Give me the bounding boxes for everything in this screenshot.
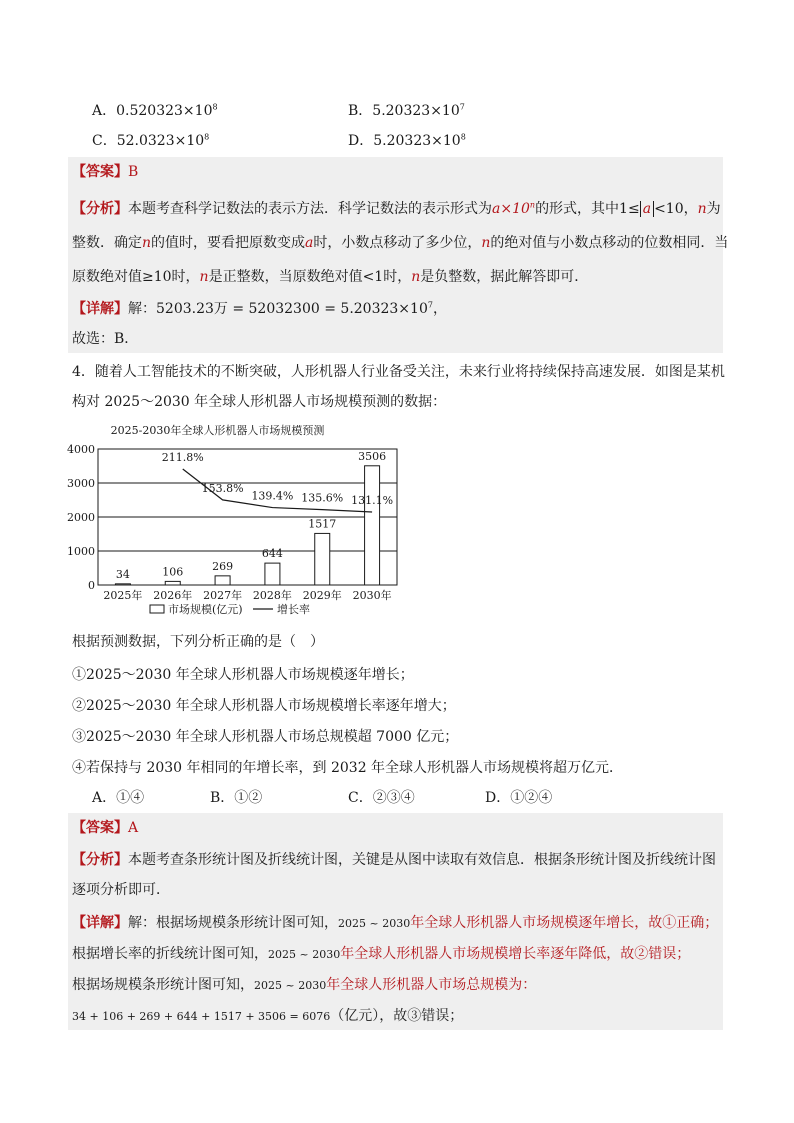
option-d: D．$5.20323\times 10^8$ [348,132,466,149]
choose-line: 故选：B． [72,331,139,347]
option-a: A．$0.520323\times 10^8$ [92,102,218,119]
market-chart [65,420,410,620]
bar [315,533,330,585]
statement-2: ②2025～2030 年全球人形机器人市场规模增长率逐年增大； [72,698,456,714]
x-tick-label: 2029年 [302,589,342,602]
detail-line: 【详解】解：5203.23万 = $52032300 = 5.20323\times 10^7$， [72,300,447,317]
chart-title: 2025-2030年全球人形机器人市场规模预测 [110,424,325,437]
legend-bar-swatch [150,605,164,613]
statement-3: ③2025～2030 年全球人形机器人市场总规模超 7000 亿元； [72,729,459,745]
q4-question: 根据预测数据，下列分析正确的是（ ） [72,634,324,650]
y-tick-label: 0 [88,579,95,592]
rate-label: 139.4% [251,489,294,503]
x-tick-label: 2025年 [103,589,143,602]
q4-answer-line: 【答案】A [72,820,139,836]
q4-stem-2: 构对 2025～2030 年全球人形机器人市场规模预测的数据： [72,394,447,410]
bar-value-label: 106 [162,565,184,579]
q4-detail-1: 【详解】解：根据场规模条形统计图可知，2025 ~ 2030年全球人形机器人市场规模逐年增长，故①正确； [72,915,719,931]
y-tick-label: 3000 [67,477,95,490]
bar-value-label: 34 [115,567,130,581]
q4-option-b: B．①② [210,790,263,806]
rate-label: 153.8% [201,481,244,495]
legend-line-label: 增长率 [277,603,310,616]
analysis-line-1: 【分析】本题考查科学记数法的表示方法．科学记数法的表示形式为$a\times 10^n$的形式，其中1≤ a <10，n为 [72,200,721,217]
rate-label: 131.1% [351,494,394,507]
x-tick-label: 2030年 [352,589,392,602]
rate-label: 135.6% [301,491,344,505]
analysis-line-3: 原数绝对值≥10时，n是正整数，当原数绝对值<1时，n是负整数，据此解答即可． [72,269,589,285]
bar-value-label: 644 [261,547,283,561]
y-tick-label: 4000 [67,443,95,456]
option-b: B．$5.20323\times 10^7$ [348,102,465,119]
y-tick-label: 1000 [67,545,95,558]
statement-4: ④若保持与 2030 年相同的年增长率，到 2032 年全球人形机器人市场规模将超万亿元． [72,760,624,776]
bar-value-label: 269 [212,559,234,573]
legend-bar-label: 市场规模(亿元) [168,603,243,616]
q4-detail-3: 根据场规模条形统计图可知，2025 ~ 2030年全球人形机器人市场总规模为： [72,977,537,993]
solution-panel-q3 [68,157,723,353]
q4-analysis-2: 逐项分析即可． [72,882,170,898]
bar [215,576,230,585]
bar-value-label: 1517 [308,517,337,531]
rate-label: 211.8% [161,451,204,464]
q4-option-d: D．①②④ [485,790,553,806]
x-tick-label: 2026年 [153,589,193,602]
q4-option-c: C．②③④ [348,790,415,806]
q4-detail-2: 根据增长率的折线统计图可知，2025 ~ 2030年全球人形机器人市场规模增长率逐年降低，故②错误； [72,946,691,962]
q4-analysis-1: 【分析】本题考查条形统计图及折线统计图，关键是从图中读取有效信息．根据条形统计图及折线统计图 [72,852,716,868]
bar-value-label: 3506 [358,449,387,463]
q4-detail-4: 34 + 106 + 269 + 644 + 1517 + 3506 = 6076（亿元），故③错误； [72,1008,464,1024]
option-c: C．$52.0323\times 10^8$ [92,132,210,149]
bar [265,563,280,585]
x-tick-label: 2027年 [203,589,243,602]
q4-option-a: A．①④ [92,790,145,806]
analysis-line-2: 整数．确定n的值时，要看把原数变成a时，小数点移动了多少位，n的绝对值与小数点移动的位数相同．当 [72,235,729,251]
statement-1: ①2025～2030 年全球人形机器人市场规模逐年增长； [72,667,414,683]
bar [115,584,130,585]
y-tick-label: 2000 [67,511,95,524]
bar [165,581,180,585]
bar [365,466,380,585]
q4-stem-1: 4．随着人工智能技术的不断突破，人形机器人行业备受关注，未来行业将持续保持高速发展．如图是某机 [72,364,725,380]
answer-line: 【答案】B [72,164,139,180]
x-tick-label: 2028年 [252,589,292,602]
